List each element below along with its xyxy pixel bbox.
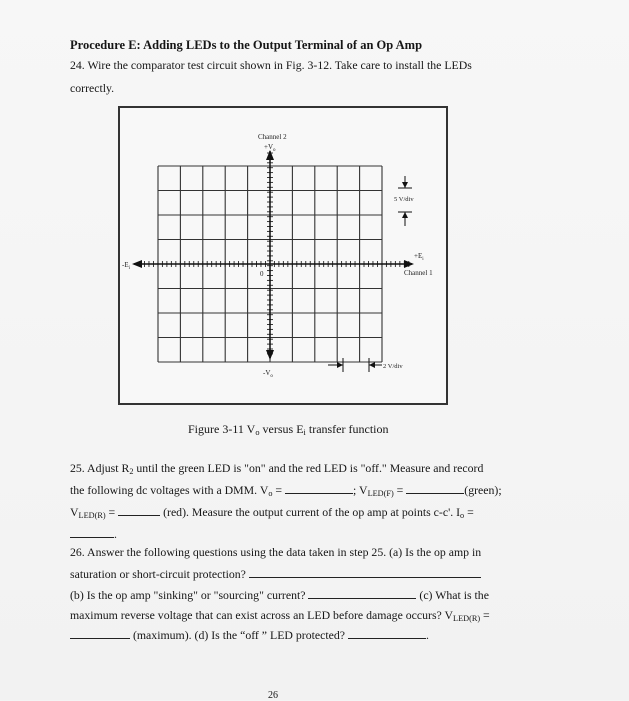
step-24-line-1: 24. Wire the comparator test circuit shown in Fig. 3-12. Take care to install the LEDs bbox=[70, 58, 472, 72]
down-arrowhead bbox=[266, 350, 274, 360]
step-26-line-5: (maximum). (d) Is the “off ” LED protected? . bbox=[70, 628, 429, 643]
left-arrowhead bbox=[132, 260, 142, 268]
figure-3-11-frame bbox=[118, 106, 448, 405]
page-number: 26 bbox=[268, 690, 278, 701]
step-26-line-3: (b) Is the op amp "sinking" or "sourcing" current? (c) What is the bbox=[70, 588, 489, 602]
step-26-line-2: saturation or short-circuit protection? bbox=[70, 567, 481, 582]
procedure-heading: Procedure E: Adding LEDs to the Output Terminal of an Op Amp bbox=[70, 38, 423, 52]
step-25-line-2: the following dc voltages with a DMM. $V_o$ = ; $V_{LED(F)}$ = (green); bbox=[70, 483, 502, 498]
off-led-protected-answer-blank[interactable] bbox=[348, 628, 426, 639]
io-answer-blank[interactable] bbox=[70, 527, 114, 538]
origin-label: 0 bbox=[260, 270, 264, 278]
sinking-sourcing-answer-blank[interactable] bbox=[308, 588, 416, 599]
step-25-line-1: 25. Adjust $R_2$ until the green LED is "on" and the red LED is "off." Measure and record bbox=[70, 461, 484, 476]
plus-vo-label: $+V_o$ bbox=[264, 143, 276, 153]
saturation-answer-blank[interactable] bbox=[249, 567, 481, 578]
channel-1-label: Channel 1 bbox=[404, 269, 433, 277]
minus-vo-label: $-V_o$ bbox=[263, 369, 273, 379]
step-25-line-3: $V_{LED(R)} = (red)$. Measure the output current of the op amp at points c-c'. $I_o$ = bbox=[70, 505, 474, 520]
horizontal-scale-label: 2 V/div bbox=[383, 363, 403, 370]
step-24-line-2: correctly. bbox=[70, 81, 115, 95]
minus-ei-label: $-E_i$ bbox=[122, 261, 130, 271]
vledf-answer-blank[interactable] bbox=[406, 483, 464, 494]
step-26-line-4: maximum reverse voltage that can exist across an LED before damage occurs? $V_{LED(R)}$ = bbox=[70, 608, 490, 623]
horizontal-scale-marker bbox=[328, 358, 382, 372]
channel-2-label: Channel 2 bbox=[258, 133, 287, 141]
max-reverse-voltage-answer-blank[interactable] bbox=[70, 628, 130, 639]
vertical-scale-label: 5 V/div bbox=[394, 196, 414, 203]
transfer-function-graph bbox=[120, 108, 446, 403]
vo-answer-blank[interactable] bbox=[285, 483, 353, 494]
step-25-line-4: . bbox=[70, 527, 117, 542]
vledr-answer-blank[interactable] bbox=[118, 505, 160, 516]
figure-caption: Figure 3-11 $V_o$ versus $E_i$ transfer function bbox=[188, 422, 389, 437]
plus-ei-label: $+E_i$ bbox=[414, 252, 424, 262]
step-26-line-1: 26. Answer the following questions using the data taken in step 25. (a) Is the op amp in bbox=[70, 545, 482, 559]
